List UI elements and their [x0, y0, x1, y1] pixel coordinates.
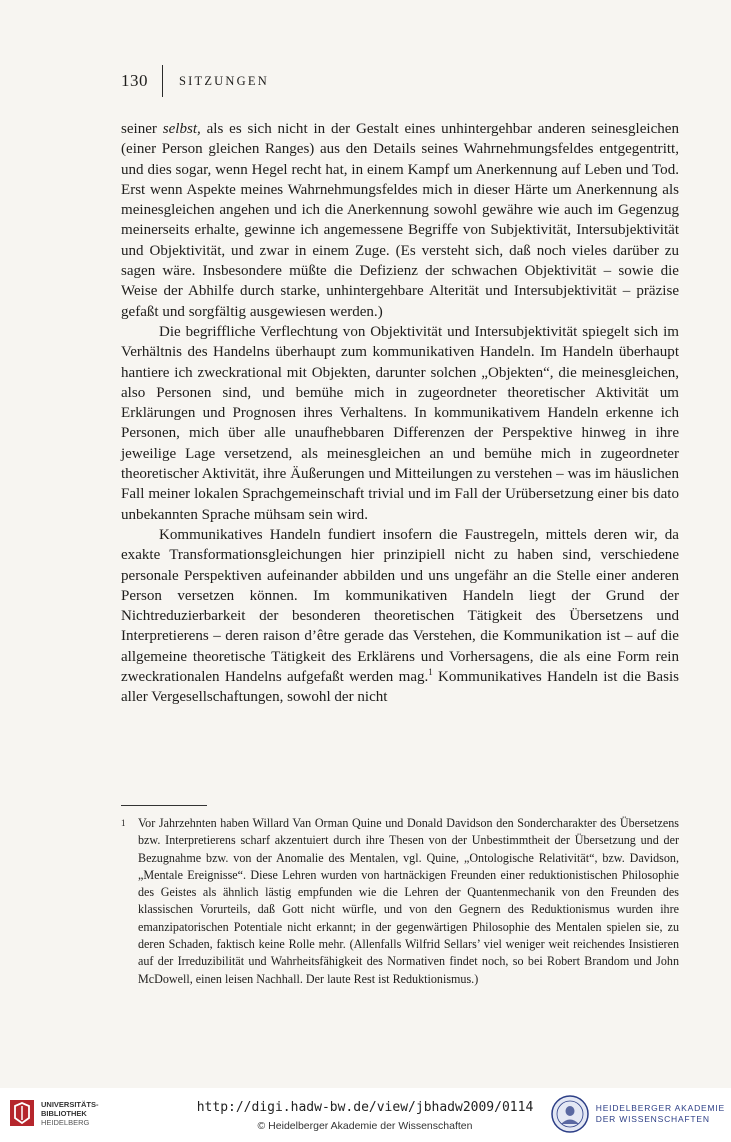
footnote-separator: [121, 805, 207, 806]
footnote: [121, 815, 679, 988]
permalink[interactable]: http://digi.hadw-bw.de/view/jbhadw2009/0114: [196, 1100, 534, 1115]
footnote-number: 1: [121, 818, 126, 828]
library-emblem-icon: [8, 1098, 36, 1128]
library-name-line: BIBLIOTHEK: [41, 1108, 87, 1118]
library-city: HEIDELBERG: [41, 1117, 90, 1127]
section-title: SITZUNGEN: [179, 73, 269, 88]
university-library-logo[interactable]: [8, 1098, 99, 1128]
library-name-line: UNIVERSITÄTS-: [41, 1099, 99, 1109]
header-divider: [162, 65, 163, 97]
academy-seal-icon: [550, 1094, 590, 1134]
running-header: [121, 66, 269, 96]
page-number: 130: [121, 71, 148, 90]
paragraph: Kommunikatives Handeln fundiert insofern die Faustregeln, mittels deren wir, da exakte Transformationsgleichungen hier prinzipiell nicht zu haben sind, verschiedene personale Perspektiven aufeinander abbilden und uns ungefähr an die Stelle einer anderen Person versetzen können. Im kommunikativen Handeln liegt der Grund der Nichtreduzierbarkeit der besonderen theoretischen Tätigkeit des Übersetzens und Interpretierens – deren raison d’être gerade das Verstehen, die Kommunikation ist – auf die allgemeine theoretische Tätigkeit des Erklärens und Vorhersagens, die als eine Form rein zweckrationalen Handelns aufgefaßt werden mag.$^1$ Kommunikatives Handeln ist die Basis aller Vergesellschaftungen, sowohl der nicht: [121, 526, 679, 706]
main-text: [121, 119, 679, 708]
footnote-text: Vor Jahrzehnten haben Willard Van Orman Quine und Donald Davidson den Sondercharakter des Übersetzens bzw. Interpretierens scharf akzentuiert durch ihre Thesen von der Unbestimmtheit der Übersetzung und der Bezugnahme bzw. von der Anomalie des Mentalen, vgl. Quine, „Ontologische Relativität“, bzw. Davidson, „Mentale Ereignisse“. Diese Lehren wurden von hartnäckigen Freunden einer reduktionistischen Philosophie des Geistes als ähnlich lästig empfunden wie die Lehren der Quantenmechanik von den Freunden des klassischen Vorurteils, daß Gott nicht würfle, und von den Gegnern des Reduktionismus wurden ihre emanzipatorischen Potentiale nicht erkannt; in der gegenwärtigen Philosophie des Mentalen spielen sie, zu deren Schaden, faktisch keine Rolle mehr. (Allenfalls Wilfrid Sellars’ viel weniger weit reichendes Insistieren auf der Irreduzibilität und Wahrheitsfähigkeit des Normativen findet noch, so bei Robert Brandom und John McDowell, einen leisen Nachhall. Der laute Rest ist Reduktionismus.): [138, 816, 679, 986]
academy-name-line: HEIDELBERGER AKADEMIE: [595, 1103, 725, 1113]
paragraph: seiner selbst, als es sich nicht in der Gestalt eines unhintergehbar anderen seinesgleichen (einer Person gleichen Ranges) aus den Details seines Wahrnehmungsfeldes entgegentritt, und dies sogar, wenn Hegel recht hat, in einem Kampf um Anerkennung auf Leben und Tod. Erst wenn Aspekte meines Wahrnehmungsfeldes mich in dieser Härte um Anerkennung als meinesgleichen angehen und ich die Anerkennung sowohl gewähre wie auch im Gegenzug meinerseits erhalte, gewinne ich angemessene Begriffe von Subjektivität, Intersubjektivität und Objektivität, und zwar in einem Zuge. (Es versteht sich, daß noch vieles darüber zu sagen wäre. Insbesondere müßte die Defizienz der schwachen Objektivität – sowie die Weise der Abhilfe durch starke, unhintergehbare Alterität und Intersubjektivität – präzise gefaßt und sorgfältig ausgewiesen werden.): [121, 121, 679, 320]
digitization-footer: [0, 1088, 731, 1142]
library-name: [41, 1100, 99, 1127]
academy-name-line: DER WISSENSCHAFTEN: [595, 1114, 710, 1124]
academy-logo[interactable]: [550, 1094, 725, 1134]
footnote-paragraph: [121, 815, 679, 988]
paragraph: Die begriffliche Verflechtung von Objektivität und Intersubjektivität spiegelt sich im Verhältnis des Handelns überhaupt zum kommunikativen Handeln. Im Handeln überhaupt hantiere ich zweckrational mit Objekten, darunter solchen „Objekten“, die meinesgleichen, also Personen sind, und bemühe mich in zugeordneter theoretischer Aktivität um Erklärungen und Prognosen ihres Verhaltens. In kommunikativem Handeln erkenne ich Personen, mich über alle unaufhebbaren Differenzen der Perspektive hinweg in ihre jeweilige Lage versetzend, als meinesgleichen an und bemühe mich in zugeordneter theoretischer Aktivität, ihre Äußerungen und Mitteilungen zu verstehen – was im häuslichen Fall meiner lokalen Sprachgemeinschaft trivial und im Fall der Urübersetzung einer bis dato unbekannten Sprache mühsam sein wird.: [121, 323, 679, 523]
academy-name: [596, 1103, 725, 1125]
copyright-notice: © Heidelberger Akademie der Wissenschaften: [257, 1120, 473, 1132]
